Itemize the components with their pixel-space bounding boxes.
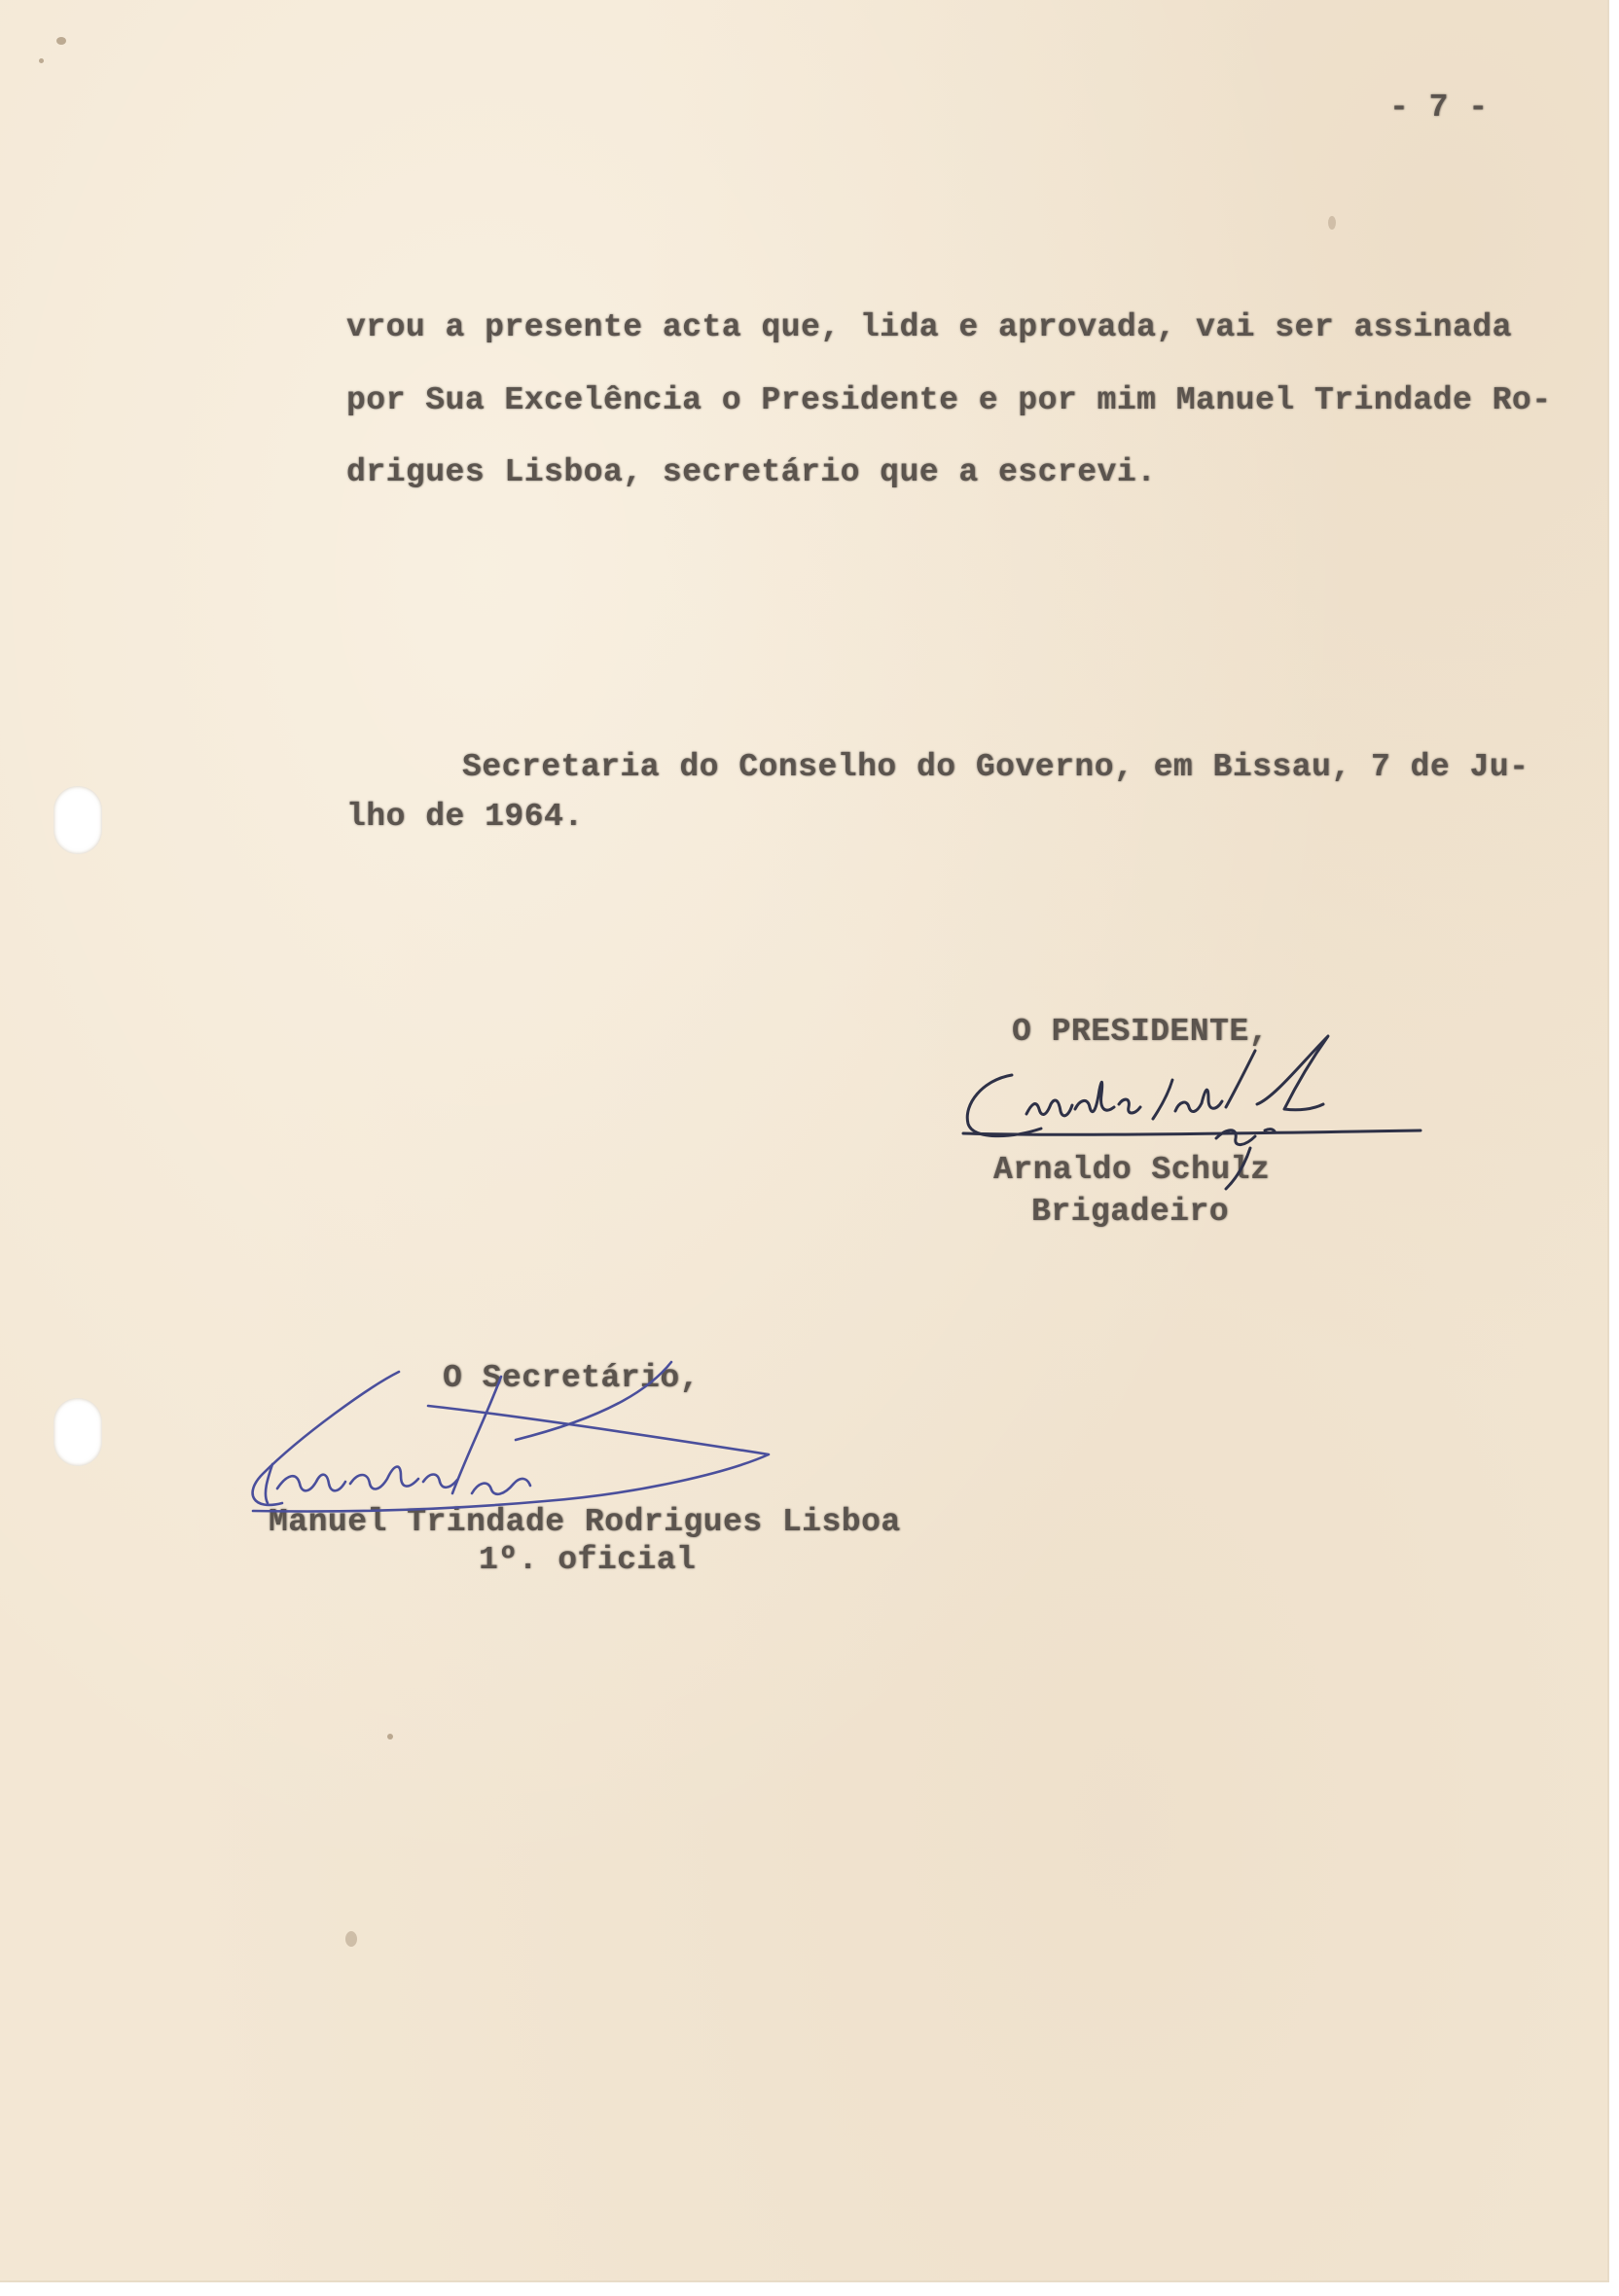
paper-speck <box>39 58 44 63</box>
paper-speck <box>345 1931 357 1947</box>
place-date-line: lho de 1964. <box>346 799 584 835</box>
punch-hole <box>54 1398 102 1466</box>
place-date-line: Secretaria do Conselho do Governo, em Bissau, 7 de Ju- <box>462 749 1529 785</box>
body-line: por Sua Excelência o Presidente e por mim Manuel Trindade Ro- <box>346 382 1552 418</box>
president-signature-icon <box>953 1022 1421 1197</box>
president-name: Arnaldo Schulz <box>993 1152 1271 1188</box>
secretary-title: O Secretário, <box>443 1360 700 1396</box>
secretary-name: Manuel Trindade Rodrigues Lisboa <box>269 1504 901 1540</box>
paper-speck <box>56 37 66 45</box>
body-line: drigues Lisboa, secretário que a escrevi. <box>346 454 1157 490</box>
secretary-role: 1º. oficial <box>479 1542 697 1578</box>
paper-speck <box>387 1734 393 1740</box>
punch-hole <box>54 786 102 854</box>
body-line: vrou a presente acta que, lida e aprovada, vai ser assinada <box>346 309 1512 345</box>
president-rank: Brigadeiro <box>1031 1194 1230 1230</box>
paper-speck <box>1328 216 1336 230</box>
president-title: O PRESIDENTE, <box>1012 1014 1269 1050</box>
secretary-signature-icon <box>224 1347 905 1532</box>
page-number: - 7 - <box>1389 90 1489 126</box>
